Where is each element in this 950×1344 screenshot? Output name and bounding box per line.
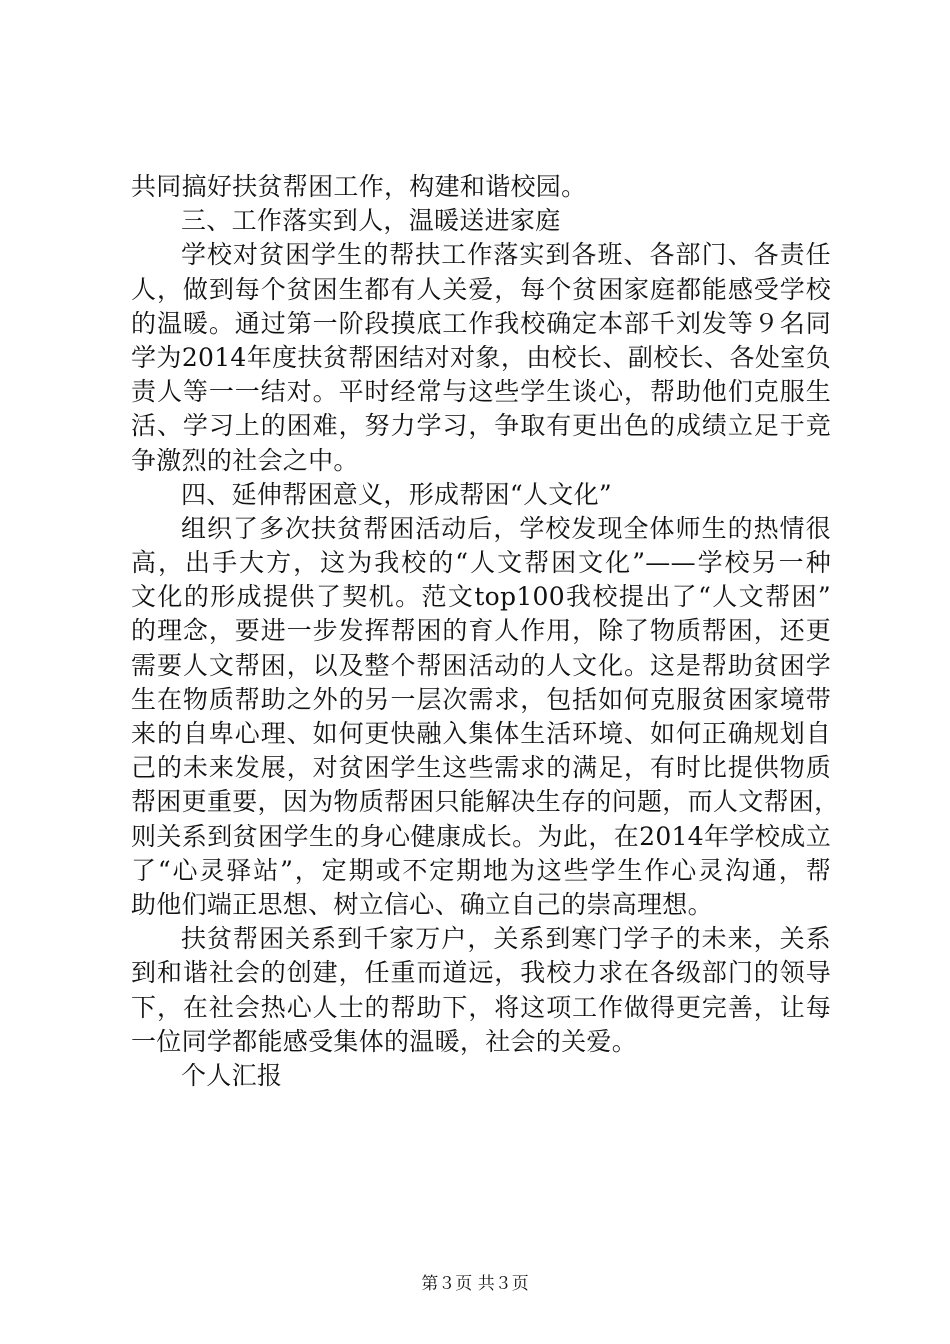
text-line: 生在物质帮助之外的另一层次需求，包括如何克服贫困家境带 bbox=[131, 684, 831, 714]
text-line: 到和谐社会的创建，任重而道远，我校力求在各级部门的领导 bbox=[131, 958, 831, 988]
page-footer: 第３页 共３页 bbox=[421, 1274, 529, 1294]
text-line: 争激烈的社会之中。 bbox=[131, 445, 359, 475]
text-line: 了“心灵驿站”，定期或不定期地为这些学生作心灵沟通，帮 bbox=[131, 855, 831, 885]
text-line: 共同搞好扶贫帮困工作，构建和谐校园。 bbox=[131, 172, 587, 201]
text-line: 活、学习上的困难，努力学习，争取有更出色的成绩立足于竞 bbox=[131, 411, 831, 441]
text-line: 助他们端正思想、树立信心、确立自己的崇高理想。 bbox=[131, 889, 713, 919]
text-line: 学为2014年度扶贫帮困结对对象，由校长、副校长、各处室负 bbox=[131, 342, 831, 372]
text-line: 的理念，要进一步发挥帮困的育人作用，除了物质帮困，还更 bbox=[131, 616, 831, 646]
text-line: 需要人文帮困，以及整个帮困活动的人文化。这是帮助贫困学 bbox=[131, 650, 831, 680]
text-line: 己的未来发展，对贫困学生这些需求的满足，有时比提供物质 bbox=[131, 753, 831, 783]
section-heading: 四、延伸帮困意义，形成帮困“人文化” bbox=[181, 479, 612, 509]
text-line: 的温暖。通过第一阶段摸底工作我校确定本部千刘发等９名同 bbox=[131, 308, 831, 338]
text-line: 人，做到每个贫困生都有人关爱，每个贫困家庭都能感受学校 bbox=[131, 274, 831, 304]
text-line: 组织了多次扶贫帮困活动后，学校发现全体师生的热情很 bbox=[181, 513, 831, 543]
text-line: 帮困更重要，因为物质帮困只能解决生存的问题，而人文帮困， bbox=[131, 787, 840, 817]
document-body bbox=[131, 170, 840, 1093]
text-line: 来的自卑心理、如何更快融入集体生活环境、如何正确规划自 bbox=[131, 719, 831, 748]
text-line: 一位同学都能感受集体的温暖，社会的关爱。 bbox=[131, 1026, 638, 1056]
text-line: 高，出手大方，这为我校的“人文帮困文化”——学校另一种 bbox=[131, 548, 831, 578]
text-line: 学校对贫困学生的帮扶工作落实到各班、各部门、各责任 bbox=[181, 240, 831, 270]
text-line: 扶贫帮困关系到千家万户，关系到寒门学子的未来，关系 bbox=[181, 924, 831, 954]
text-line: 责人等一一结对。平时经常与这些学生谈心，帮助他们克服生 bbox=[131, 377, 831, 407]
text-line: 个人汇报 bbox=[181, 1060, 283, 1090]
text-line: 则关系到贫困学生的身心健康成长。为此，在2014年学校成立 bbox=[131, 821, 831, 851]
text-line: 文化的形成提供了契机。范文top100我校提出了“人文帮困” bbox=[131, 582, 831, 612]
text-line: 下，在社会热心人士的帮助下，将这项工作做得更完善，让每 bbox=[131, 992, 831, 1022]
section-heading: 三、工作落实到人，温暖送进家庭 bbox=[181, 206, 561, 236]
